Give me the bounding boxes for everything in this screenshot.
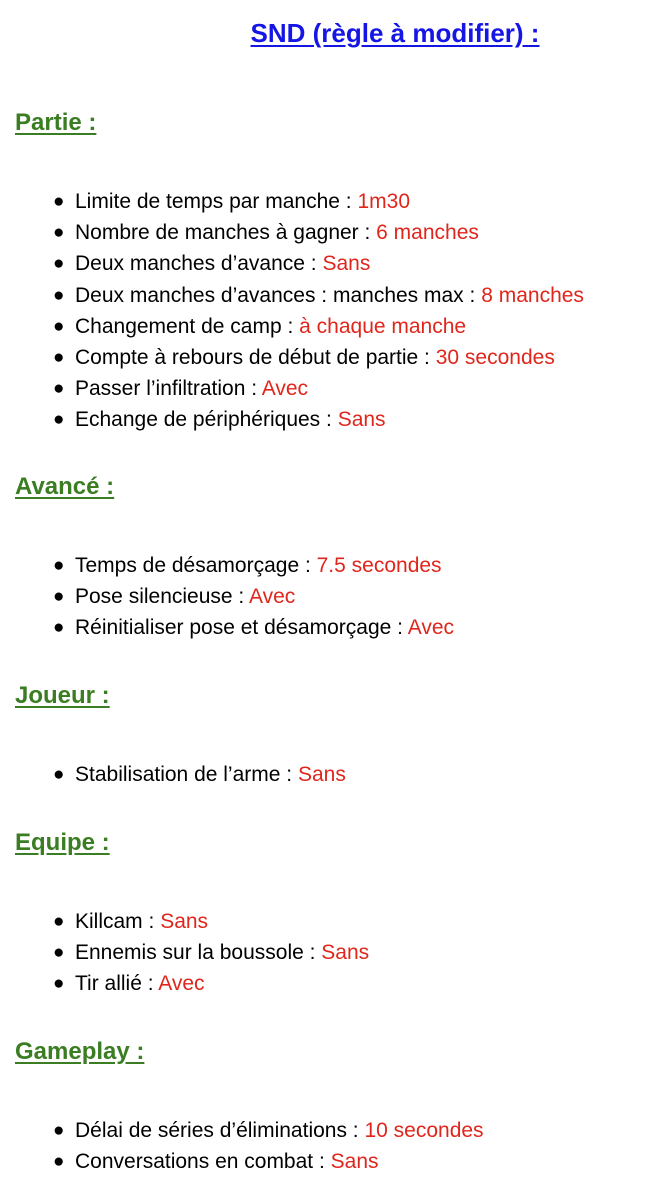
section-heading-partie: Partie : (15, 109, 97, 136)
setting-item (15, 906, 663, 937)
setting-value: Sans (322, 252, 371, 276)
bullet-icon: ● (53, 973, 65, 995)
setting-label: Délai de séries d’éliminations : (75, 1119, 365, 1142)
setting-label: Nombre de manches à gagner : (75, 221, 377, 245)
bullet-icon: ● (53, 253, 65, 275)
setting-label: Deux manches d’avance : (75, 252, 323, 276)
setting-value: Sans (330, 1150, 379, 1174)
bullet-icon: ● (53, 409, 65, 431)
setting-item (15, 1115, 663, 1146)
setting-value: Avec (261, 377, 309, 401)
section-partie (15, 109, 663, 436)
setting-label: Tir allié : (75, 972, 159, 996)
setting-label: Changement de camp : (75, 314, 300, 338)
section-heading-gameplay: Gameplay : (15, 1038, 145, 1065)
setting-value: Sans (297, 763, 346, 786)
bullet-icon: ● (53, 222, 65, 244)
setting-value: 8 manches (481, 283, 584, 307)
settings-list-avance (15, 550, 663, 644)
bullet-icon: ● (53, 1120, 65, 1141)
setting-label: Ennemis sur la boussole : (75, 941, 322, 965)
section-joueur (15, 682, 663, 790)
bullet-icon: ● (53, 284, 65, 306)
bullet-icon: ● (53, 346, 65, 368)
setting-value: 10 secondes (364, 1119, 484, 1142)
bullet-icon: ● (53, 942, 65, 964)
bullet-icon: ● (53, 555, 65, 576)
setting-label: Temps de désamorçage : (75, 554, 317, 577)
setting-item (15, 968, 663, 999)
bullet-icon: ● (53, 764, 65, 785)
setting-value: Avec (158, 972, 205, 996)
bullet-icon: ● (53, 586, 65, 608)
bullet-icon: ● (53, 617, 65, 639)
bullet-icon: ● (53, 378, 65, 400)
setting-label: Limite de temps par manche : (75, 190, 358, 213)
setting-value: Avec (248, 585, 296, 609)
setting-item (15, 550, 663, 581)
setting-label: Echange de périphériques : (75, 408, 338, 432)
setting-value: 1m30 (357, 190, 410, 213)
setting-value: 7.5 secondes (316, 554, 442, 577)
setting-item (15, 280, 663, 311)
setting-item (15, 1146, 663, 1177)
bullet-icon: ● (53, 315, 65, 337)
setting-value: Sans (337, 408, 386, 432)
setting-value: 30 secondes (435, 345, 555, 369)
document-title: SND (règle à modifier) : (250, 18, 540, 48)
setting-value: Avec (407, 616, 454, 640)
section-heading-joueur: Joueur : (15, 682, 110, 709)
section-avance (15, 473, 663, 644)
section-heading-avance: Avancé : (15, 473, 115, 500)
setting-item (15, 186, 663, 217)
setting-value: 6 manches (376, 221, 479, 245)
setting-item (15, 342, 663, 373)
setting-label: Deux manches d’avances : manches max : (75, 283, 482, 307)
setting-label: Stabilisation de l’arme : (75, 763, 298, 786)
setting-item (15, 217, 663, 248)
bullet-icon: ● (53, 1151, 65, 1173)
section-equipe (15, 829, 663, 1000)
settings-list-joueur (15, 759, 663, 790)
setting-item (15, 581, 663, 612)
settings-list-equipe (15, 906, 663, 1000)
bullet-icon: ● (53, 191, 65, 212)
setting-item (15, 248, 663, 279)
setting-value: Sans (321, 941, 370, 965)
setting-value: Sans (160, 910, 209, 933)
setting-label: Killcam : (75, 910, 161, 933)
setting-item (15, 404, 663, 435)
settings-list-gameplay (15, 1115, 663, 1177)
setting-value: à chaque manche (299, 314, 467, 338)
section-heading-equipe: Equipe : (15, 829, 110, 856)
setting-label: Conversations en combat : (75, 1150, 331, 1174)
setting-item (15, 937, 663, 968)
setting-item (15, 373, 663, 404)
setting-label: Pose silencieuse : (75, 585, 249, 609)
setting-label: Réinitialiser pose et désamorçage : (75, 616, 408, 640)
section-gameplay (15, 1038, 663, 1177)
setting-item (15, 311, 663, 342)
setting-label: Compte à rebours de début de partie : (75, 345, 436, 369)
setting-item (15, 759, 663, 790)
setting-item (15, 612, 663, 643)
bullet-icon: ● (53, 911, 65, 932)
setting-label: Passer l’infiltration : (75, 377, 262, 401)
settings-list-partie (15, 186, 663, 436)
